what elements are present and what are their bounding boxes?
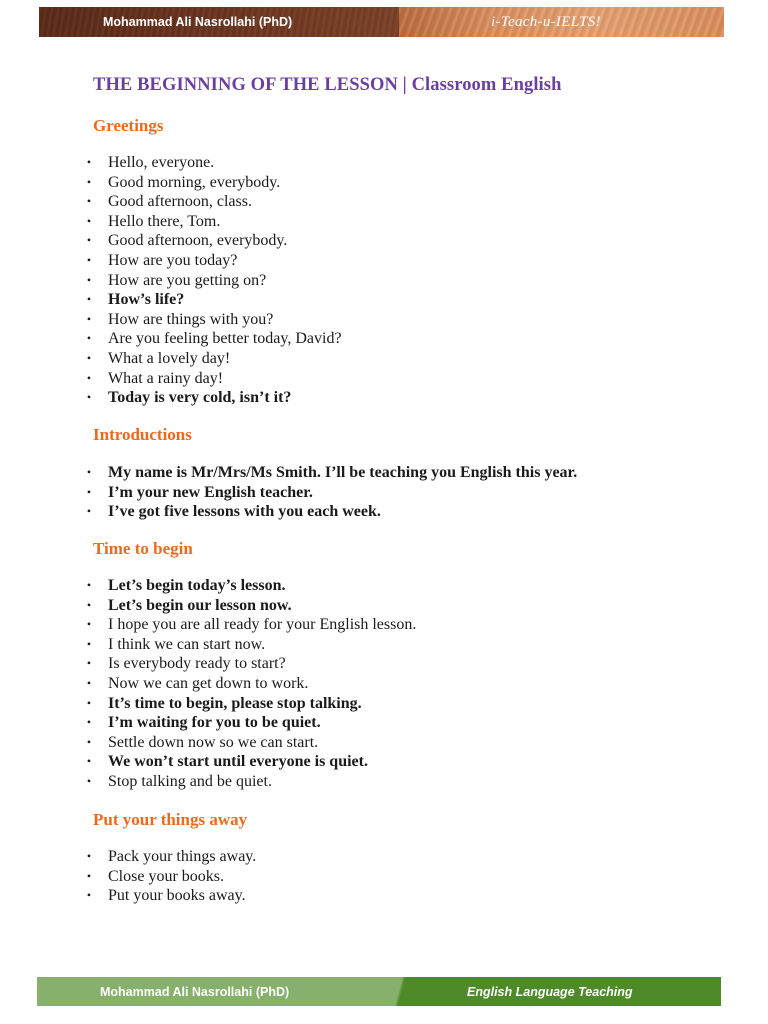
list-item [84,596,416,616]
bullet-icon: • [86,868,92,883]
bullet-icon: • [86,370,92,385]
section-heading-introductions: Introductions [93,425,192,444]
phrase-list-introductions [84,463,577,522]
phrase-text: Is everybody ready to start? [108,655,286,673]
phrase-text: I’m waiting for you to be quiet. [108,714,321,732]
phrase-text: Pack your things away. [108,848,257,865]
bullet-icon: • [86,213,92,228]
bullet-icon: • [86,504,92,519]
list-item [84,674,416,694]
footer-banner [37,977,721,1006]
phrase-text: Good afternoon, class. [108,193,252,211]
list-item [84,635,416,655]
list-item [84,463,577,483]
list-item [84,212,342,232]
phrase-text: How’s life? [108,291,185,309]
list-item [84,173,342,193]
bullet-icon: • [86,331,92,346]
phrase-text: Are you feeling better today, David? [108,330,342,348]
phrase-text: Good afternoon, everybody. [108,232,288,250]
footer-caption-panel [411,977,721,1006]
header-brand: i-Teach-u-IELTS! [491,13,601,30]
phrase-text: How are you today? [108,251,238,269]
list-item [84,251,342,271]
phrase-text: Hello there, Tom. [108,212,221,230]
list-item [84,502,577,522]
bullet-icon: • [86,695,92,710]
bullet-icon: • [86,465,92,479]
bullet-icon: • [86,194,92,209]
list-item [84,349,342,369]
bullet-icon: • [86,773,92,788]
bullet-icon: • [86,311,92,326]
bullet-icon: • [86,390,92,405]
bullet-icon: • [86,636,92,651]
list-item [84,271,342,291]
list-item [84,329,342,349]
header-author-panel [39,7,399,37]
phrase-text: Close your books. [108,867,224,885]
bullet-icon: • [86,734,92,749]
phrase-text: Let’s begin today’s lesson. [108,577,286,594]
bullet-icon: • [86,292,92,307]
phrase-text: How are things with you? [108,310,274,328]
phrase-text: Put your books away. [108,887,246,905]
phrase-text: Hello, everyone. [108,154,215,171]
list-item [84,867,256,887]
list-item [84,886,256,906]
list-item [84,772,416,792]
bullet-icon: • [86,849,92,863]
list-item [84,290,342,310]
phrase-list-greetings [84,153,342,408]
phrase-text: Settle down now so we can start. [108,733,319,751]
phrase-text: Today is very cold, isn’t it? [108,389,292,407]
header-author: Mohammad Ali Nasrollahi (PhD) [103,15,293,29]
list-item [84,483,577,503]
list-item [84,694,416,714]
phrase-text: What a rainy day! [108,369,224,387]
list-item [84,153,342,173]
phrase-text: What a lovely day! [108,349,231,367]
bullet-icon: • [86,350,92,365]
phrase-text: I hope you are all ready for your English lesson. [108,616,417,634]
list-item [84,231,342,251]
bullet-icon: • [86,675,92,690]
list-item [84,847,256,867]
bullet-icon: • [86,578,92,592]
bullet-icon: • [86,174,92,189]
page-title: THE BEGINNING OF THE LESSON | Classroom English [93,75,562,95]
phrase-list-time-to-begin [84,576,416,792]
phrase-text: It’s time to begin, please stop talking. [108,694,362,712]
footer-caption: English Language Teaching [467,984,633,999]
list-item [84,369,342,389]
list-item [84,192,342,212]
phrase-text: I’ve got five lessons with you each week. [108,503,381,521]
section-heading-greetings: Greetings [93,116,164,135]
bullet-icon: • [86,888,92,903]
phrase-text: How are you getting on? [108,271,267,289]
phrase-text: Now we can get down to work. [108,674,309,692]
section-heading-time-to-begin: Time to begin [93,539,193,558]
phrase-text: We won’t start until everyone is quiet. [108,753,368,771]
bullet-icon: • [86,715,92,730]
section-heading-put-things-away: Put your things away [93,810,248,829]
phrase-text: Stop talking and be quiet. [108,772,272,790]
footer-author: Mohammad Ali Nasrollahi (PhD) [100,984,290,999]
phrase-text: Let’s begin our lesson now. [108,596,292,614]
phrase-text: Good morning, everybody. [108,173,281,191]
header-brand-panel [399,7,724,37]
list-item [84,310,342,330]
bullet-icon: • [86,484,92,499]
list-item [84,733,416,753]
phrase-text: I think we can start now. [108,635,266,653]
bullet-icon: • [86,155,92,169]
list-item [84,615,416,635]
bullet-icon: • [86,252,92,267]
bullet-icon: • [86,272,92,287]
header-banner [39,7,724,37]
bullet-icon: • [86,617,92,632]
footer-divider [389,977,411,1006]
bullet-icon: • [86,656,92,671]
phrase-text: I’m your new English teacher. [108,483,313,501]
list-item [84,576,416,596]
phrase-list-put-things-away [84,847,256,906]
phrase-text: My name is Mr/Mrs/Ms Smith. I’ll be teaching you English this year. [108,464,578,481]
bullet-icon: • [86,597,92,612]
footer-author-panel [37,977,389,1006]
list-item [84,752,416,772]
list-item [84,654,416,674]
list-item [84,713,416,733]
list-item [84,388,342,408]
bullet-icon: • [86,754,92,769]
bullet-icon: • [86,233,92,248]
